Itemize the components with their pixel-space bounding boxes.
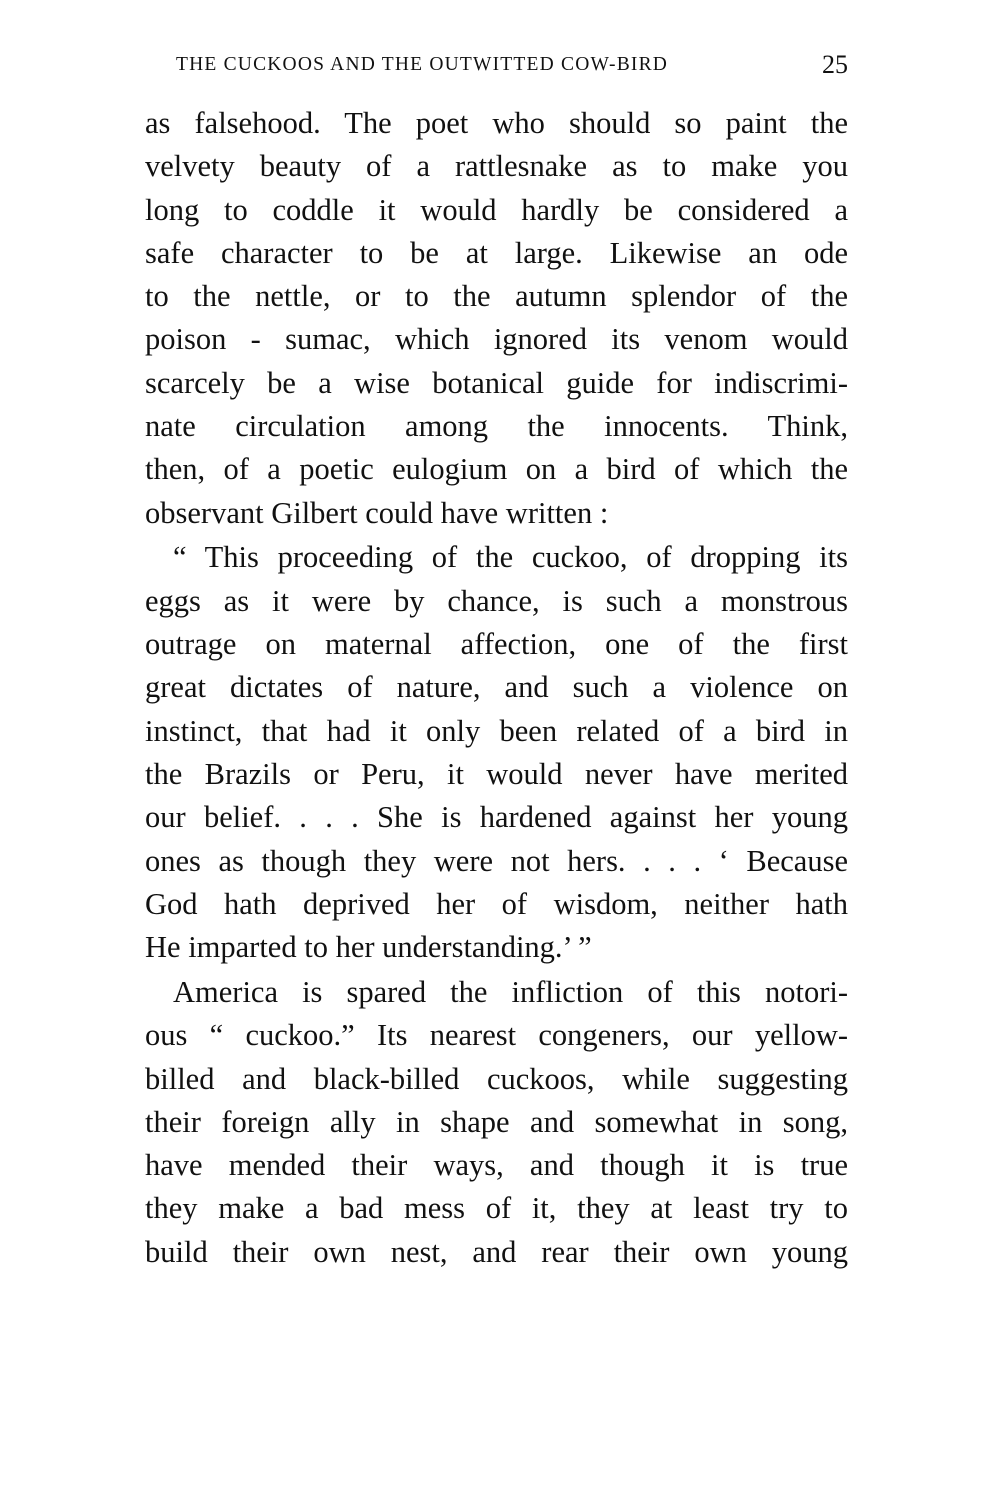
text-line: nate circulation among the innocents. Think, — [145, 409, 848, 444]
text-line: have mended their ways, and though it is true — [145, 1148, 848, 1183]
text-line: ous “ cuckoo.” Its nearest congeners, our yellow- — [145, 1018, 848, 1053]
text-line: instinct, that had it only been related of a bird in — [145, 713, 848, 748]
text-line: observant Gilbert could have written : — [145, 495, 609, 530]
text-line: great dictates of nature, and such a violence on — [145, 670, 848, 705]
paragraph — [145, 536, 848, 969]
text-line: “ This proceeding of the cuckoo, of dropping its — [173, 540, 848, 575]
text-line: our belief. . . . She is hardened against her young — [145, 800, 848, 835]
text-line: to the nettle, or to the autumn splendor of the — [145, 279, 848, 314]
text-line: scarcely be a wise botanical guide for indiscrimi- — [145, 365, 848, 400]
running-title: THE CUCKOOS AND THE OUTWITTED COW-BIRD — [176, 54, 669, 75]
text-line: they make a bad mess of it, they at least try to — [145, 1191, 848, 1226]
body-text — [145, 102, 848, 1274]
text-line: poison - sumac, which ignored its venom would — [145, 322, 848, 357]
text-line: then, of a poetic eulogium on a bird of which the — [145, 452, 848, 487]
text-line: God hath deprived her of wisdom, neither hath — [145, 886, 848, 921]
running-header — [176, 50, 848, 82]
text-line: ones as though they were not hers. . . . ‘ Because — [145, 843, 848, 878]
text-line: safe character to be at large. Likewise an ode — [145, 235, 848, 270]
text-line: billed and black-billed cuckoos, while suggesting — [145, 1061, 848, 1096]
page-number: 25 — [822, 50, 848, 79]
text-line: as falsehood. The poet who should so paint the — [145, 106, 848, 140]
paragraph — [145, 971, 848, 1274]
text-line: America is spared the infliction of this notori- — [173, 974, 848, 1009]
text-line: their foreign ally in shape and somewhat in song, — [145, 1104, 848, 1139]
text-line: build their own nest, and rear their own young — [145, 1234, 848, 1269]
text-line: eggs as it were by chance, is such a monstrous — [145, 583, 848, 618]
text-line: long to coddle it would hardly be considered a — [145, 192, 848, 227]
text-line: He imparted to her understanding.’ ” — [145, 930, 592, 965]
paragraph — [145, 102, 848, 535]
text-line: the Brazils or Peru, it would never have merited — [145, 756, 848, 791]
text-line: outrage on maternal affection, one of the first — [145, 627, 848, 662]
text-line: velvety beauty of a rattlesnake as to make you — [145, 149, 848, 184]
